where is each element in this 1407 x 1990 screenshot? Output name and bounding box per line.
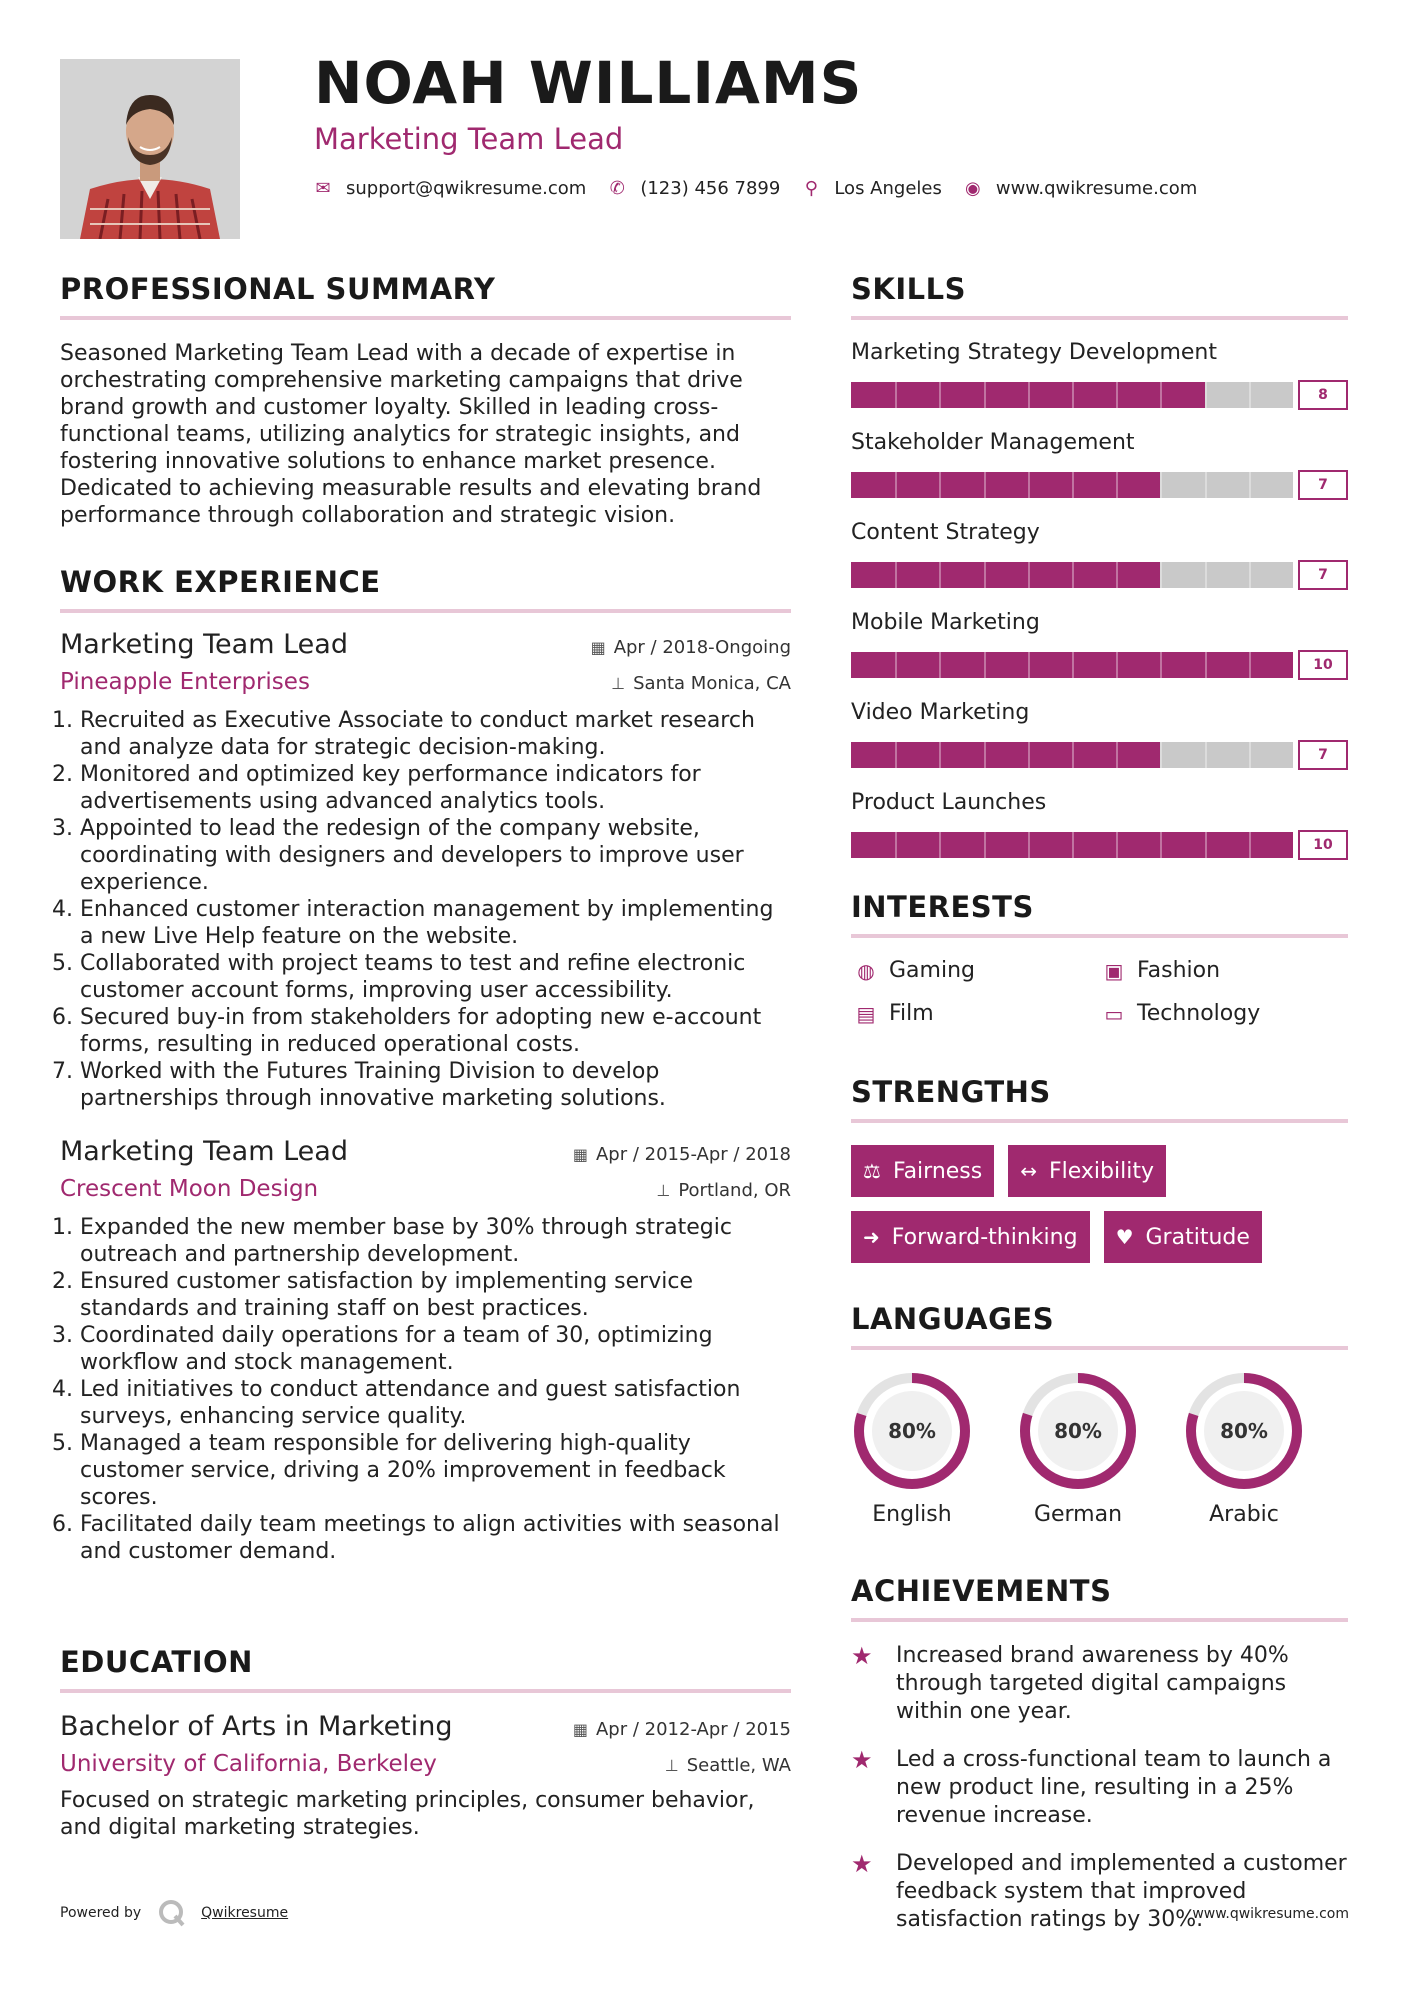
skill-bar-track [851, 742, 1293, 768]
skill-bar-segment [1205, 832, 1207, 858]
contact-bar [314, 178, 1219, 199]
contact-location: Los Angeles [834, 178, 942, 199]
language-ring [851, 1370, 973, 1492]
job-location-text: Portland, OR [678, 1180, 791, 1201]
calendar-icon: ▦ [572, 1145, 588, 1164]
film-icon: ▤ [856, 1001, 876, 1026]
skill-bar [851, 652, 1348, 678]
language-name: German [1033, 1502, 1123, 1527]
skill-bar-segment [895, 472, 897, 498]
skill-bar-fill [851, 562, 1160, 588]
heart-icon: ♥ [1115, 1225, 1134, 1249]
qwikresume-logo-icon [157, 1898, 187, 1928]
language-name: Arabic [1209, 1502, 1279, 1527]
interest-item [1099, 1001, 1347, 1026]
skill-name: Mobile Marketing [851, 610, 1040, 635]
languages-section [851, 1302, 1348, 1527]
education-dates [573, 1719, 791, 1740]
skill-bar-segment [1028, 562, 1030, 588]
skill-bar-segment [1160, 652, 1162, 678]
experience-section [60, 565, 791, 1565]
skill-item [851, 610, 1348, 678]
skill-item [851, 790, 1348, 858]
skill-bar-segment [1072, 562, 1074, 588]
achievements-heading: ACHIEVEMENTS [851, 1574, 1112, 1608]
skill-bar-fill [851, 742, 1160, 768]
skill-bar-segment [1160, 562, 1162, 588]
skill-bar-track [851, 832, 1293, 858]
skill-bar-segment [895, 832, 897, 858]
strength-badge [851, 1145, 994, 1197]
language-percent: 80% [1220, 1419, 1268, 1443]
list-item: 1. Expanded the new member base by 30% through strategic outreach and partnership development. [80, 1214, 791, 1268]
pushpin-icon: ⊥ [656, 1181, 671, 1200]
skill-bar-segment [1116, 562, 1118, 588]
calendar-icon: ▦ [572, 1720, 588, 1739]
skill-bar-segment [1028, 832, 1030, 858]
skill-item [851, 700, 1348, 768]
skill-bar-segment [1072, 742, 1074, 768]
skill-bar-segment [1249, 562, 1251, 588]
skill-bar-segment [895, 562, 897, 588]
summary-heading: PROFESSIONAL SUMMARY [60, 272, 496, 306]
skill-bar-segment [1249, 652, 1251, 678]
skill-level-value: 7 [1298, 740, 1348, 770]
contact-phone[interactable]: (123) 456 7899 [640, 178, 781, 199]
interest-label: Film [889, 1001, 934, 1026]
skill-bar-segment [1160, 472, 1162, 498]
list-item: 6. Facilitated daily team meetings to align activities with seasonal and customer demand. [80, 1511, 791, 1565]
skills-list [851, 340, 1348, 858]
job-entry [60, 1136, 791, 1565]
education-heading: EDUCATION [60, 1645, 253, 1679]
language-ring [1183, 1370, 1305, 1492]
skill-bar-track [851, 472, 1293, 498]
skill-bar-segment [939, 832, 941, 858]
languages-heading: LANGUAGES [851, 1302, 1055, 1336]
section-divider [851, 1618, 1348, 1622]
powered-by-label: Powered by [60, 1905, 142, 1921]
skill-name: Stakeholder Management [851, 430, 1135, 455]
skill-bar-segment [1116, 472, 1118, 498]
language-item [851, 1370, 973, 1527]
balance-scale-icon: ⚖ [863, 1159, 881, 1183]
skill-bar-segment [984, 832, 986, 858]
skill-level-value: 10 [1298, 830, 1348, 860]
skill-bar-segment [1116, 652, 1118, 678]
skills-heading: SKILLS [851, 272, 966, 306]
person-illustration [60, 59, 240, 239]
education-dates-text: Apr / 2012-Apr / 2015 [595, 1719, 791, 1740]
skill-level-value: 7 [1298, 470, 1348, 500]
language-item [1017, 1370, 1139, 1527]
star-icon: ★ [851, 1642, 873, 1670]
interest-item [851, 958, 1099, 983]
skill-bar-segment [1028, 382, 1030, 408]
job-entry [60, 629, 791, 1112]
calendar-icon: ▦ [590, 638, 606, 657]
degree-title: Bachelor of Arts in Marketing [60, 1711, 453, 1742]
job-company: Pineapple Enterprises [60, 669, 310, 695]
skill-bar-segment [1249, 472, 1251, 498]
skill-bar-segment [1072, 832, 1074, 858]
section-divider [60, 609, 791, 613]
skill-bar-segment [1249, 742, 1251, 768]
star-icon: ★ [851, 1746, 873, 1774]
skill-bar [851, 472, 1348, 498]
profile-photo [60, 59, 240, 239]
skill-bar-segment [1116, 382, 1118, 408]
job-role: Marketing Team Lead [60, 1136, 348, 1167]
skills-section [851, 272, 1348, 880]
skill-bar-segment [939, 472, 941, 498]
skill-bar-segment [1249, 382, 1251, 408]
job-duties [60, 707, 791, 1112]
skill-name: Product Launches [851, 790, 1047, 815]
skill-bar-segment [895, 742, 897, 768]
strength-badge [1008, 1145, 1166, 1197]
list-item: 4. Led initiatives to conduct attendance and guest satisfaction surveys, enhancing service quality. [80, 1376, 791, 1430]
brand-link[interactable]: Qwikresume [201, 1905, 289, 1921]
skill-bar-segment [1028, 742, 1030, 768]
job-dates-text: Apr / 2018-Ongoing [613, 637, 791, 658]
strengths-section [851, 1075, 1348, 1263]
section-divider [60, 316, 791, 320]
skill-bar-segment [1160, 382, 1162, 408]
achievement-text: Developed and implemented a customer feedback system that improved satisfaction ratings by 30%. [896, 1851, 1347, 1932]
skill-bar-segment [984, 742, 986, 768]
skill-bar-track [851, 652, 1293, 678]
skill-item [851, 430, 1348, 498]
skill-bar-segment [1116, 832, 1118, 858]
candidate-title: Marketing Team Lead [314, 122, 624, 156]
interests-heading: INTERESTS [851, 890, 1034, 924]
skill-bar-segment [895, 652, 897, 678]
list-item: 6. Secured buy-in from stakeholders for adopting new e-account forms, resulting in reduced operational costs. [80, 1004, 791, 1058]
education-description: Focused on strategic marketing principles, consumer behavior, and digital marketing strategies. [60, 1788, 755, 1840]
envelope-icon: ✉ [315, 178, 331, 199]
job-location [611, 673, 791, 694]
skill-bar-segment [939, 742, 941, 768]
skill-bar-segment [939, 652, 941, 678]
experience-heading: WORK EXPERIENCE [60, 565, 381, 599]
map-pin-icon: ⚲ [804, 178, 818, 199]
globe-icon: ◉ [964, 178, 981, 199]
skill-bar-segment [1028, 472, 1030, 498]
interest-label: Gaming [889, 958, 975, 983]
skill-bar-segment [1205, 652, 1207, 678]
skill-bar [851, 832, 1348, 858]
education-location-text: Seattle, WA [686, 1755, 791, 1776]
shopping-bag-icon: ▣ [1104, 958, 1124, 983]
list-item: 5. Collaborated with project teams to test and refine electronic customer account forms, improving user accessibility. [80, 950, 791, 1004]
language-ring [1017, 1370, 1139, 1492]
education-entry [60, 1711, 791, 1841]
job-dates-text: Apr / 2015-Apr / 2018 [595, 1144, 791, 1165]
interest-item [851, 1001, 1099, 1026]
list-item: 7. Worked with the Futures Training Division to develop partnerships through innovative marketing solutions. [80, 1058, 791, 1112]
interest-label: Fashion [1137, 958, 1221, 983]
contact-website[interactable]: www.qwikresume.com [995, 178, 1198, 199]
list-item: 3. Appointed to lead the redesign of the company website, coordinating with designers and developers to improve user experience. [80, 815, 791, 896]
skill-bar-segment [1205, 382, 1207, 408]
interests-section [851, 890, 1348, 1026]
job-location-text: Santa Monica, CA [633, 673, 791, 694]
skill-bar-segment [1072, 472, 1074, 498]
strength-label: Forward-thinking [891, 1224, 1078, 1250]
achievement-item [851, 1642, 1348, 1726]
interest-label: Technology [1137, 1001, 1261, 1026]
skill-level-value: 10 [1298, 650, 1348, 680]
language-percent: 80% [888, 1419, 936, 1443]
interest-item [1099, 958, 1347, 983]
skill-bar-segment [984, 382, 986, 408]
skill-bar-segment [1028, 652, 1030, 678]
skill-bar [851, 742, 1348, 768]
achievements-section [851, 1574, 1348, 1934]
job-company: Crescent Moon Design [60, 1176, 319, 1202]
summary-text: Seasoned Marketing Team Lead with a decade of expertise in orchestrating comprehensive marketing campaigns that drive brand growth and customer loyalty. Skilled in leading cross-functional teams, utilizing analytics for strategic insights, and fostering innovative solutions to enhance market presence. Dedicated to achieving measurable results and elevating brand performance through collaboration and strategic vision. [60, 341, 762, 528]
language-percent: 80% [1054, 1419, 1102, 1443]
skill-bar-segment [1160, 832, 1162, 858]
skill-bar-segment [1249, 832, 1251, 858]
pushpin-icon: ⊥ [664, 1756, 679, 1775]
strengths-heading: STRENGTHS [851, 1075, 1051, 1109]
education-section [60, 1645, 791, 1841]
skill-bar-track [851, 382, 1293, 408]
strength-label: Gratitude [1145, 1224, 1250, 1250]
skill-bar [851, 562, 1348, 588]
section-divider [851, 1119, 1348, 1123]
strength-badge [851, 1211, 1090, 1263]
skill-level-value: 8 [1298, 380, 1348, 410]
list-item: 4. Enhanced customer interaction management by implementing a new Live Help feature on the website. [80, 896, 791, 950]
skill-name: Marketing Strategy Development [851, 340, 1217, 365]
list-item: 2. Monitored and optimized key performance indicators for advertisements using advanced analytics tools. [80, 761, 791, 815]
skill-name: Content Strategy [851, 520, 1040, 545]
skill-bar-segment [895, 382, 897, 408]
arrow-right-icon: ➜ [863, 1225, 880, 1249]
skill-bar [851, 382, 1348, 408]
skill-bar-segment [984, 472, 986, 498]
skill-bar-segment [1205, 562, 1207, 588]
list-item: 3. Coordinated daily operations for a team of 30, optimizing workflow and stock management. [80, 1322, 791, 1376]
strength-label: Fairness [892, 1158, 983, 1184]
section-divider [851, 934, 1348, 938]
list-item: 1. Recruited as Executive Associate to conduct market research and analyze data for strategic decision-making. [80, 707, 791, 761]
skill-bar-segment [939, 382, 941, 408]
job-role: Marketing Team Lead [60, 629, 348, 660]
language-item [1183, 1370, 1305, 1527]
skill-bar-segment [1072, 382, 1074, 408]
footer [60, 1898, 288, 1928]
summary-section [60, 272, 791, 529]
pushpin-icon: ⊥ [611, 674, 626, 693]
section-divider [60, 1689, 791, 1693]
job-duties [60, 1214, 791, 1565]
job-dates [591, 637, 791, 658]
candidate-name: NOAH WILLIAMS [314, 49, 863, 117]
skill-bar-segment [1205, 742, 1207, 768]
skill-bar-segment [1116, 742, 1118, 768]
strengths-list [851, 1145, 1331, 1263]
achievement-text: Led a cross-functional team to launch a new product line, resulting in a 25% revenue increase. [896, 1747, 1332, 1828]
section-divider [851, 316, 1348, 320]
interests-list [851, 958, 1348, 1026]
skill-item [851, 520, 1348, 588]
arrows-horizontal-icon: ↔ [1020, 1159, 1037, 1183]
skill-level-value: 7 [1298, 560, 1348, 590]
language-name: English [872, 1502, 952, 1527]
list-item: 2. Ensured customer satisfaction by implementing service standards and training staff on best practices. [80, 1268, 791, 1322]
gamepad-icon: ◍ [857, 958, 875, 983]
skill-name: Video Marketing [851, 700, 1030, 725]
skill-bar-segment [1072, 652, 1074, 678]
skill-bar-segment [984, 652, 986, 678]
skill-bar-segment [939, 562, 941, 588]
laptop-icon: ▭ [1104, 1001, 1124, 1026]
strength-label: Flexibility [1049, 1158, 1154, 1184]
skill-item [851, 340, 1348, 408]
section-divider [851, 1346, 1348, 1350]
job-dates [573, 1144, 791, 1165]
skill-bar-fill [851, 472, 1160, 498]
contact-email[interactable]: support@qwikresume.com [346, 178, 587, 199]
footer-site-link[interactable]: www.qwikresume.com [1192, 1906, 1349, 1922]
skill-bar-segment [1205, 472, 1207, 498]
skill-bar-segment [1160, 742, 1162, 768]
phone-icon: ✆ [609, 178, 625, 199]
skill-bar-track [851, 562, 1293, 588]
skill-bar-segment [984, 562, 986, 588]
education-location [665, 1755, 791, 1776]
achievement-text: Increased brand awareness by 40% through targeted digital campaigns within one year. [896, 1643, 1289, 1724]
achievement-item [851, 1746, 1348, 1830]
job-location [656, 1180, 791, 1201]
school-name: University of California, Berkeley [60, 1751, 437, 1777]
languages-list [851, 1370, 1348, 1527]
list-item: 5. Managed a team responsible for delivering high-quality customer service, driving a 20% improvement in feedback scores. [80, 1430, 791, 1511]
strength-badge [1104, 1211, 1262, 1263]
star-icon: ★ [851, 1850, 873, 1878]
